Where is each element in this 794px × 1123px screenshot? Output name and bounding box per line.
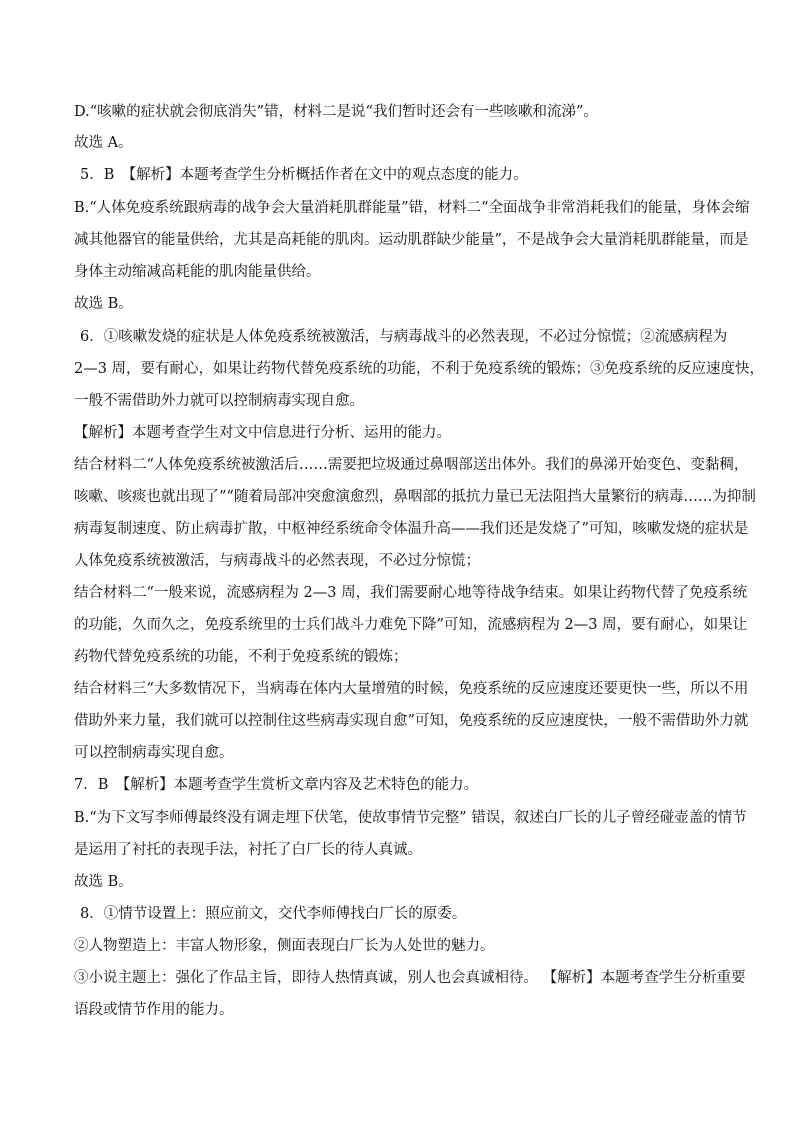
q6-analysis-line: 借助外来力量，我们就可以控制住这些病毒实现自愈”可知，免疫系统的反应速度快，一般不需借助外力就: [74, 713, 749, 729]
q6-analysis-line: 的功能，久而久之，免疫系统里的士兵们战斗力难免下降”可知，流感病程为 2—3 周，要有耐心，如果让: [74, 617, 748, 633]
q6-answer-line: 一般不需借助外力就可以控制病毒实现自愈。: [74, 393, 364, 409]
q5-explanation-line: 减其他器官的能量供给，尤其是高耗能的肌肉。运动肌群缺少能量”，不是战争会大量消耗肌群能量，而是: [74, 232, 749, 248]
q5-explanation-line: B.“人体免疫系统跟病毒的战争会大量消耗肌群能量”错，材料二“全面战争非常消耗我们的能量，身体会缩: [74, 200, 750, 216]
choose-b-line: 故选 B。: [74, 296, 133, 312]
q6-analysis-line: 结合材料三“大多数情况下，当病毒在体内大量增殖的时候，免疫系统的反应速度还要更快一些，所以不用: [74, 681, 749, 697]
q6-analysis-line: 人体免疫系统被激活，与病毒战斗的必然表现，不必过分惊慌；: [74, 553, 480, 569]
q8-analysis-line: 语段或情节作用的能力。: [74, 1002, 234, 1018]
q8-answer-line: ③小说主题上：强化了作品主旨，即待人热情真诚，别人也会真诚相待。 【解析】本题考查学生分析重要: [74, 970, 746, 986]
q8-answer-line: ②人物塑造上：丰富人物形象，侧面表现白厂长为人处世的魅力。: [74, 938, 495, 954]
q6-analysis-line: 可以控制病毒实现自愈。: [74, 745, 234, 761]
q7-explanation-line: B.“为下文写李师傅最终没有调走埋下伏笔，使故事情节完整” 错误，叙述白厂长的儿子曾经碰壶盖的情节: [74, 810, 747, 826]
q6-analysis-line: 结合材料二“一般来说，流感病程为 2—3 周，我们需要耐心地等待战争结束。如果让药物代替了免疫系统: [74, 585, 748, 601]
q5-heading: 5．B 【解析】本题考查学生分析概括作者在文中的观点态度的能力。: [80, 167, 528, 183]
q6-analysis-line: 结合材料二“人体免疫系统被激活后……需要把垃圾通过鼻咽部送出体外。我们的鼻涕开始变色、变黏稠，: [74, 457, 749, 473]
answer-d-line: D.“咳嗽的症状就会彻底消失”错，材料二是说“我们暂时还会有一些咳嗽和流涕”。: [74, 104, 598, 120]
choose-b-line: 故选 B。: [74, 874, 133, 890]
q5-explanation-line: 身体主动缩减高耗能的肌肉能量供给。: [74, 264, 321, 280]
q8-answer-line: 8．①情节设置上：照应前文，交代李师傅找白厂长的原委。: [80, 906, 467, 922]
q6-analysis-line: 咳嗽、咳痰也就出现了”“随着局部冲突愈演愈烈，鼻咽部的抵抗力量已无法阻挡大量繁衍的病毒……为抑制: [74, 489, 756, 505]
q6-analysis-line: 病毒复制速度、防止病毒扩散，中枢神经系统命令体温升高——我们还是发烧了”可知，咳嗽发烧的症状是: [74, 521, 749, 537]
q6-answer-line: 2—3 周，要有耐心，如果让药物代替免疫系统的功能，不利于免疫系统的锻炼；③免疫系统的反应速度快，: [74, 361, 765, 377]
choose-a-line: 故选 A。: [74, 135, 133, 151]
q6-answer-line: 6．①咳嗽发烧的症状是人体免疫系统被激活，与病毒战斗的必然表现，不必过分惊慌；②流感病程为: [80, 329, 728, 345]
q7-explanation-line: 是运用了衬托的表现手法，衬托了白厂长的待人真诚。: [74, 842, 422, 858]
q6-analysis-heading: 【解析】本题考查学生对文中信息进行分析、运用的能力。: [74, 425, 451, 441]
q7-heading: 7．B 【解析】本题考查学生赏析文章内容及艺术特色的能力。: [74, 777, 479, 793]
q6-analysis-line: 药物代替免疫系统的功能，不利于免疫系统的锻炼；: [74, 649, 408, 665]
